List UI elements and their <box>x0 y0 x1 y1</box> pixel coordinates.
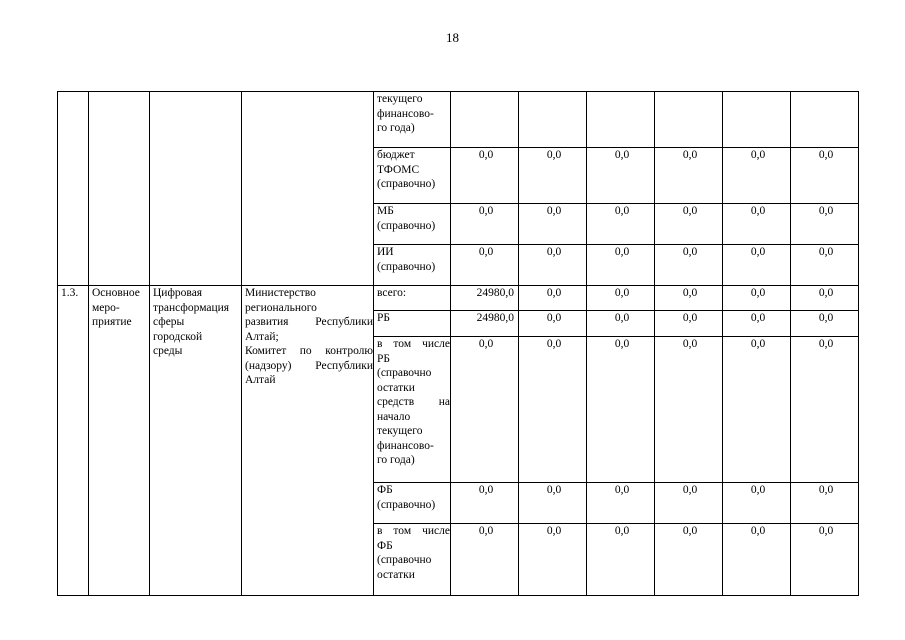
budget-table <box>57 91 859 596</box>
source-cell: текущего финансово- го года) <box>374 92 451 148</box>
item-name: Цифровая трансформация сферы городской среды <box>150 286 242 596</box>
value-cell: 0,0 <box>791 148 859 204</box>
value-cell: 0,0 <box>587 245 655 286</box>
value-cell: 0,0 <box>451 204 519 245</box>
value-cell: 0,0 <box>451 483 519 524</box>
value-cell: 0,0 <box>587 311 655 337</box>
value-cell: 0,0 <box>519 204 587 245</box>
value-cell: 0,0 <box>655 286 723 311</box>
table-row <box>58 286 859 311</box>
value-cell: 0,0 <box>655 337 723 483</box>
value-cell: 0,0 <box>791 337 859 483</box>
executor-cell <box>242 92 374 286</box>
value-cell: 24980,0 <box>451 311 519 337</box>
value-cell: 0,0 <box>587 524 655 596</box>
source-cell: всего: <box>374 286 451 311</box>
value-cell: 0,0 <box>451 524 519 596</box>
value-cell <box>791 92 859 148</box>
value-cell: 0,0 <box>723 524 791 596</box>
value-cell: 0,0 <box>791 286 859 311</box>
value-cell: 0,0 <box>723 337 791 483</box>
value-cell: 0,0 <box>519 524 587 596</box>
number-cell <box>58 92 89 286</box>
table-row <box>58 92 859 148</box>
value-cell: 0,0 <box>587 204 655 245</box>
value-cell: 0,0 <box>655 311 723 337</box>
value-cell: 0,0 <box>451 337 519 483</box>
value-cell: 0,0 <box>451 245 519 286</box>
value-cell: 0,0 <box>451 148 519 204</box>
value-cell: 0,0 <box>587 483 655 524</box>
value-cell: 0,0 <box>519 245 587 286</box>
value-cell: 0,0 <box>519 148 587 204</box>
source-cell: в том числе РБ (справочно остатки средств на начало текущего финансово- го года) <box>374 337 451 483</box>
value-cell: 0,0 <box>587 337 655 483</box>
value-cell <box>655 92 723 148</box>
source-cell: бюджет ТФОМС (справочно) <box>374 148 451 204</box>
type-cell <box>89 92 150 286</box>
source-cell: ИИ (справочно) <box>374 245 451 286</box>
value-cell: 0,0 <box>791 524 859 596</box>
value-cell: 0,0 <box>587 286 655 311</box>
value-cell: 0,0 <box>655 148 723 204</box>
name-cell <box>150 92 242 286</box>
item-number: 1.3. <box>58 286 89 596</box>
value-cell: 0,0 <box>791 204 859 245</box>
value-cell <box>451 92 519 148</box>
page-number: 18 <box>446 30 459 45</box>
value-cell <box>723 92 791 148</box>
value-cell: 0,0 <box>587 148 655 204</box>
value-cell: 0,0 <box>791 245 859 286</box>
value-cell: 0,0 <box>519 286 587 311</box>
value-cell: 0,0 <box>655 245 723 286</box>
value-cell: 0,0 <box>655 204 723 245</box>
value-cell: 0,0 <box>791 311 859 337</box>
value-cell: 0,0 <box>723 245 791 286</box>
value-cell <box>587 92 655 148</box>
value-cell: 0,0 <box>519 311 587 337</box>
value-cell: 0,0 <box>723 148 791 204</box>
item-executor: Министерство регионального развития Республики Алтай; Комитет по контролю (надзору) Республики Алтай <box>242 286 374 596</box>
source-cell: ФБ (справочно) <box>374 483 451 524</box>
value-cell: 0,0 <box>655 524 723 596</box>
source-cell: МБ (справочно) <box>374 204 451 245</box>
source-cell: РБ <box>374 311 451 337</box>
item-type: Основное меро- приятие <box>89 286 150 596</box>
value-cell: 0,0 <box>723 286 791 311</box>
value-cell <box>519 92 587 148</box>
value-cell: 0,0 <box>723 483 791 524</box>
value-cell: 0,0 <box>791 483 859 524</box>
value-cell: 0,0 <box>723 204 791 245</box>
source-cell: в том числе ФБ (справочно остатки <box>374 524 451 596</box>
value-cell: 0,0 <box>519 483 587 524</box>
value-cell: 0,0 <box>723 311 791 337</box>
value-cell: 0,0 <box>655 483 723 524</box>
value-cell: 24980,0 <box>451 286 519 311</box>
value-cell: 0,0 <box>519 337 587 483</box>
